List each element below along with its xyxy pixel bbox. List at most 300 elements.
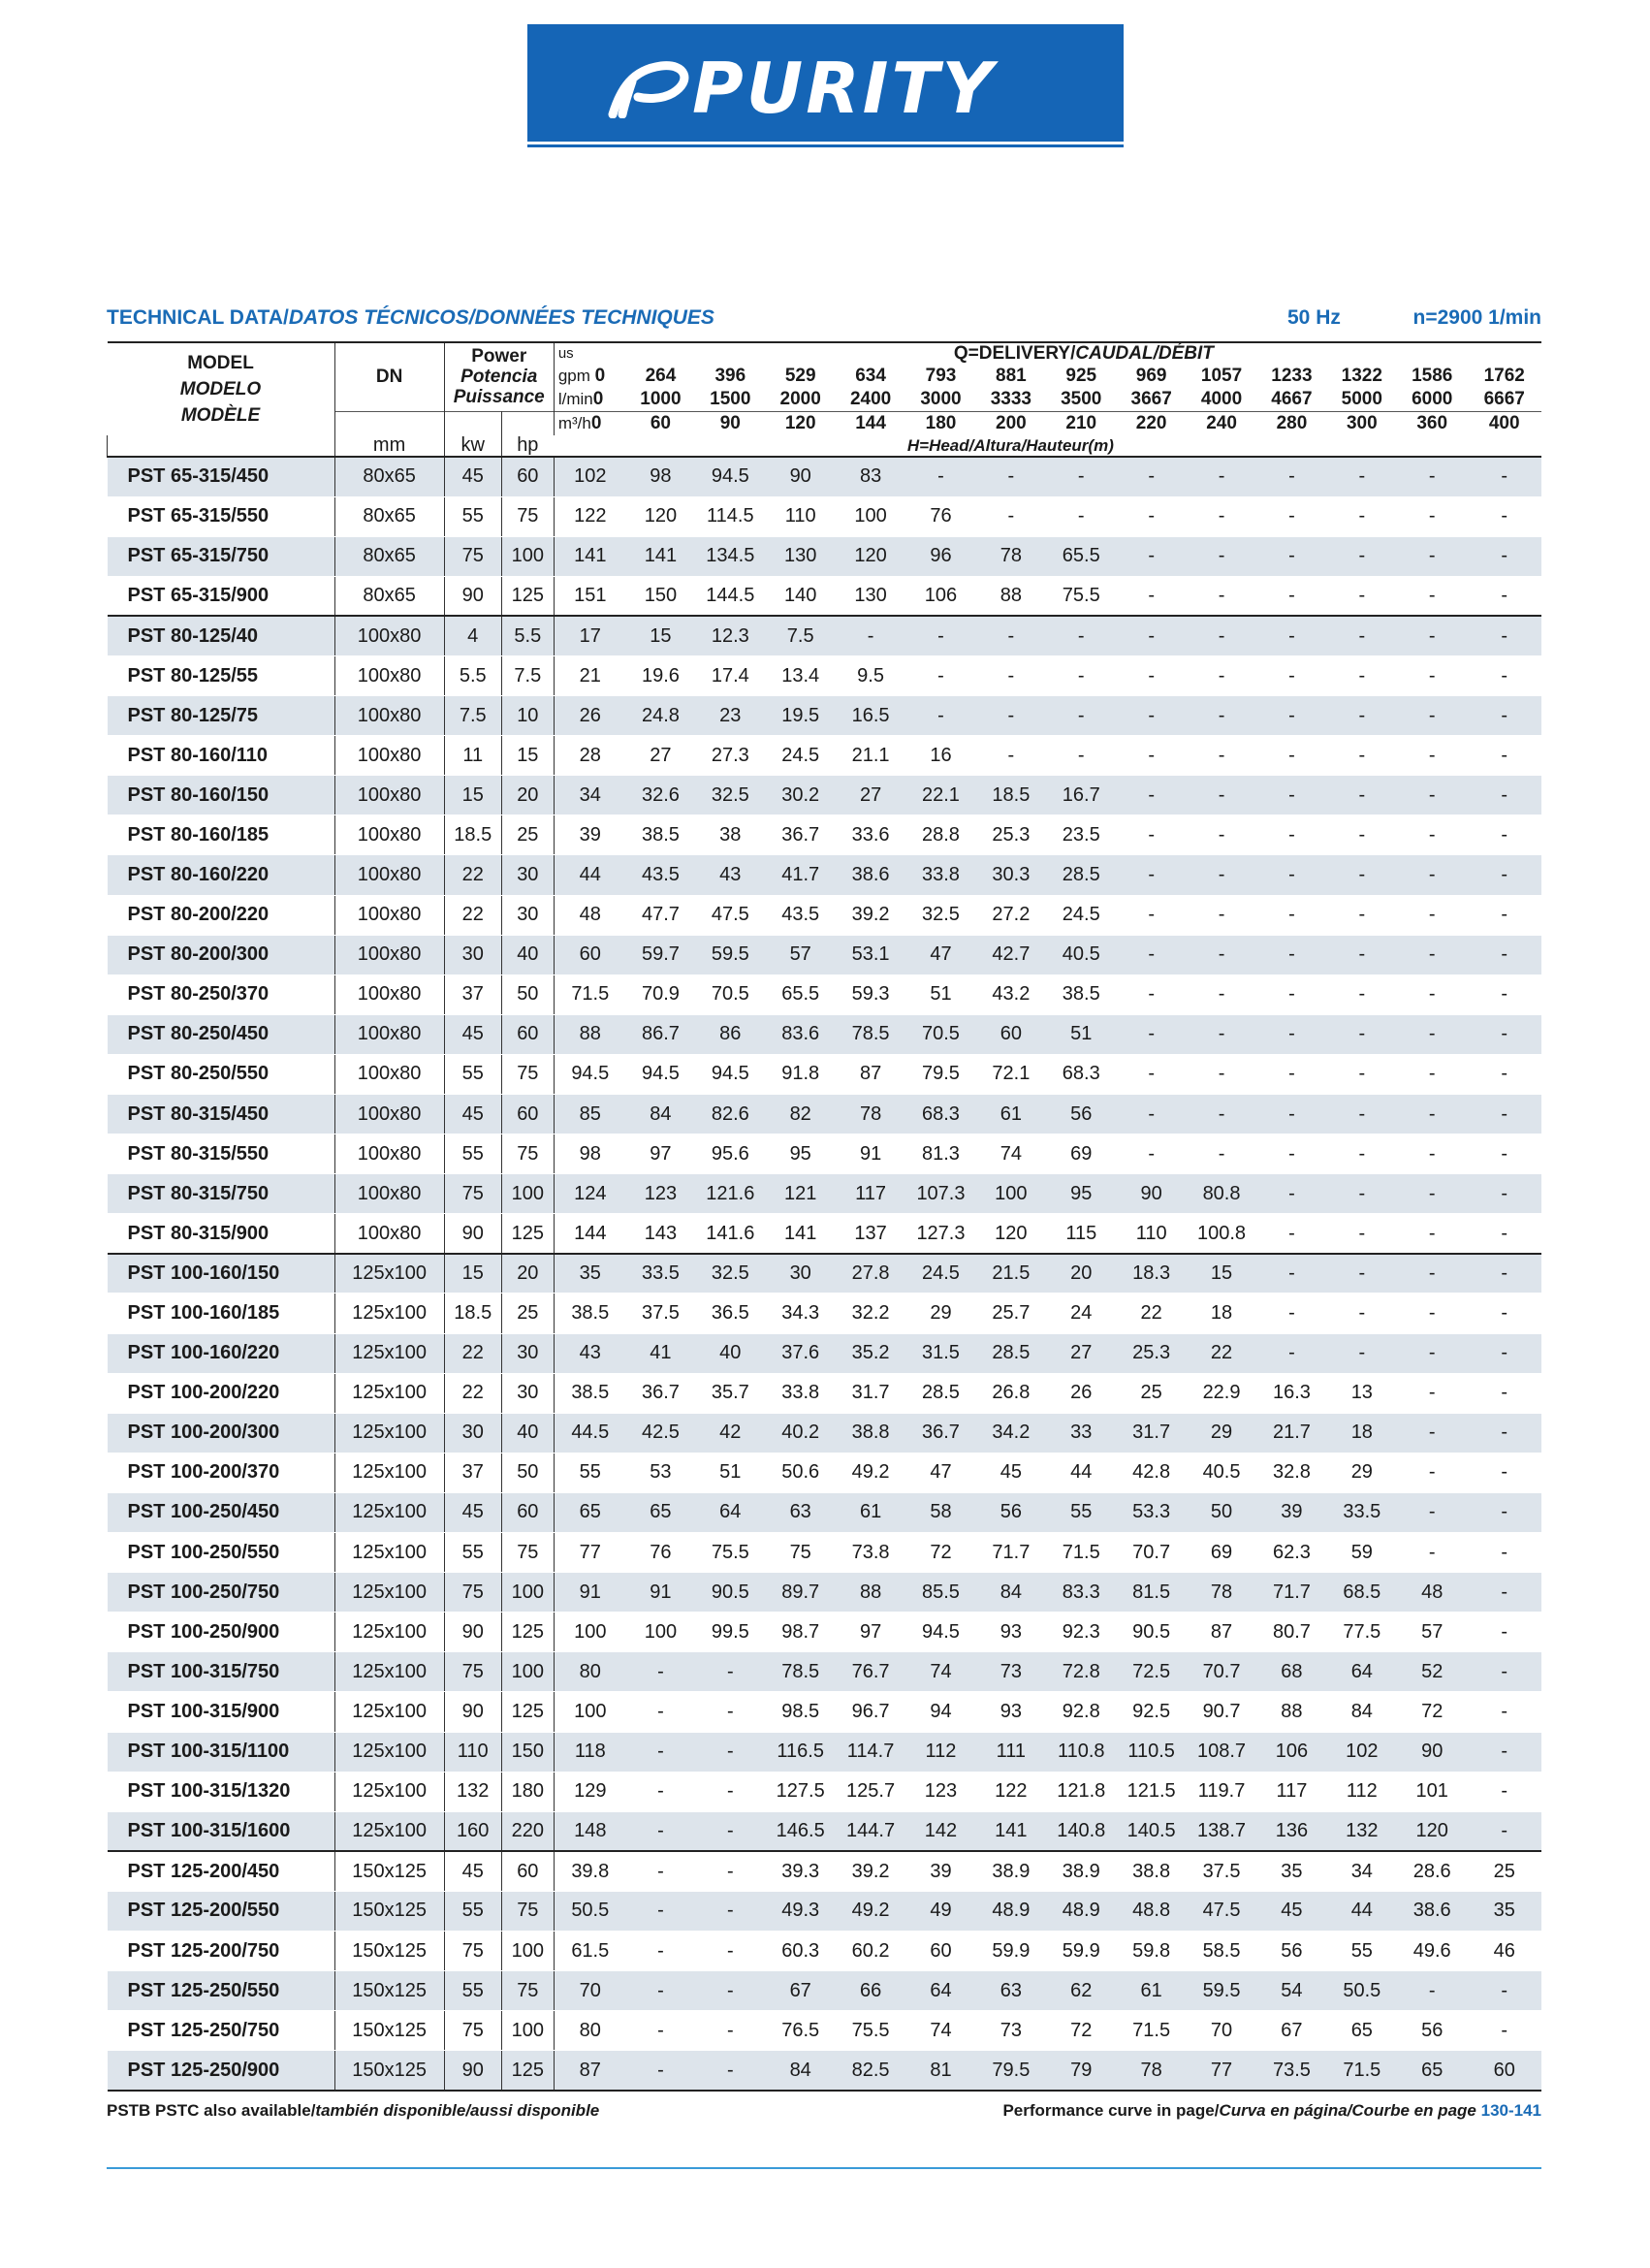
head-cell: 35.2 [836, 1333, 905, 1373]
m3h-value: 400 [1488, 413, 1520, 434]
head-cell: 142 [905, 1811, 975, 1851]
head-cell: 50.6 [766, 1453, 836, 1492]
head-cell: 140.5 [1116, 1811, 1186, 1851]
head-cell: 87 [554, 2051, 625, 2091]
hp-cell: 125 [501, 576, 554, 616]
head-cell: - [1467, 974, 1541, 1014]
head-cell: 51 [1046, 1014, 1116, 1054]
head-cell: 33 [1046, 1413, 1116, 1453]
head-cell: 143 [626, 1214, 695, 1254]
head-cell: 48.9 [976, 1891, 1046, 1931]
head-cell: 37.5 [1187, 1851, 1256, 1891]
head-cell: - [1397, 736, 1467, 776]
head-cell: - [1467, 616, 1541, 655]
head-cell: 75.5 [695, 1533, 765, 1573]
head-cell: 18 [1187, 1294, 1256, 1333]
gpm-zero: 0 [594, 365, 606, 386]
head-cell: 33.8 [766, 1373, 836, 1413]
head-cell: 12.3 [695, 616, 765, 655]
model-cell: PST 65-315/750 [108, 536, 335, 576]
head-cell: - [1397, 1174, 1467, 1214]
head-cell: 88 [976, 576, 1046, 616]
gpm-value: 1322 [1341, 365, 1382, 386]
head-cell: 27.3 [695, 736, 765, 776]
hp-cell: 100 [501, 1174, 554, 1214]
dn-cell: 125x100 [334, 1373, 444, 1413]
head-cell: - [1467, 696, 1541, 736]
head-cell: - [1327, 576, 1397, 616]
table-row [108, 655, 1542, 695]
head-cell: - [1467, 935, 1541, 974]
head-cell: 95 [1046, 1174, 1116, 1214]
head-cell: 39.8 [554, 1851, 625, 1891]
head-cell: 102 [554, 457, 625, 496]
head-cell: 60 [554, 935, 625, 974]
head-cell: 70.7 [1187, 1652, 1256, 1692]
head-cell: 141 [976, 1811, 1046, 1851]
head-cell: - [1327, 736, 1397, 776]
head-cell: 38.6 [1397, 1891, 1467, 1931]
delivery-title-sub: CAUDAL/DÉBIT [1075, 343, 1214, 364]
head-cell: - [1397, 1294, 1467, 1333]
head-cell: - [1256, 1134, 1326, 1174]
table-row [108, 1971, 1542, 2011]
model-cell: PST 80-200/300 [108, 935, 335, 974]
head-cell: 30 [766, 1254, 836, 1294]
head-cell: 73 [976, 2011, 1046, 2051]
hp-cell: 75 [501, 1533, 554, 1573]
hp-cell: 125 [501, 1692, 554, 1732]
head-cell: - [1467, 655, 1541, 695]
head-cell: 52 [1397, 1652, 1467, 1692]
head-cell: 41.7 [766, 855, 836, 895]
head-cell: 100 [976, 1174, 1046, 1214]
head-cell: 32.5 [695, 776, 765, 815]
model-cell: PST 125-200/450 [108, 1851, 335, 1891]
kw-cell: 75 [444, 1573, 501, 1613]
head-cell: - [1467, 1294, 1541, 1333]
head-cell: - [1256, 1214, 1326, 1254]
head-cell: 100 [554, 1692, 625, 1732]
head-cell: 82.6 [695, 1095, 765, 1134]
head-cell: 25 [1467, 1851, 1541, 1891]
kw-cell: 15 [444, 1254, 501, 1294]
head-cell: 122 [976, 1772, 1046, 1811]
head-cell: - [695, 1971, 765, 2011]
gpm-unit [554, 364, 625, 387]
table-row [108, 1254, 1542, 1294]
head-cell: 74 [976, 1134, 1046, 1174]
head-cell: 91 [836, 1134, 905, 1174]
head-cell: 100.8 [1187, 1214, 1256, 1254]
head-cell: 53.1 [836, 935, 905, 974]
head-cell: - [1327, 1214, 1397, 1254]
logo-underline [527, 142, 1124, 150]
gpm-value: 1586 [1412, 365, 1453, 386]
dn-cell: 125x100 [334, 1294, 444, 1333]
table-row [108, 935, 1542, 974]
head-cell: 141.6 [695, 1214, 765, 1254]
table-row [108, 696, 1542, 736]
head-cell: 76.7 [836, 1652, 905, 1692]
head-cell: 88 [836, 1573, 905, 1613]
head-cell: 29 [905, 1294, 975, 1333]
head-cell: - [1467, 1014, 1541, 1054]
m3h-value: 360 [1416, 413, 1448, 434]
kw-cell: 55 [444, 1533, 501, 1573]
head-cell: 130 [836, 576, 905, 616]
kw-cell: 55 [444, 496, 501, 536]
head-cell: - [905, 457, 975, 496]
dn-cell: 125x100 [334, 1254, 444, 1294]
head-cell: 44 [554, 855, 625, 895]
gpm-value: 1233 [1271, 365, 1313, 386]
model-cell: PST 80-125/40 [108, 616, 335, 655]
head-cell: 60.2 [836, 1931, 905, 1970]
head-cell: - [1327, 1174, 1397, 1214]
table-row [108, 2051, 1542, 2091]
head-cell: - [1327, 536, 1397, 576]
table-body [108, 457, 1542, 2091]
head-cell: 130 [766, 536, 836, 576]
head-cell: - [1187, 776, 1256, 815]
hp-cell: 100 [501, 1931, 554, 1970]
lmin-value: 2400 [849, 388, 892, 409]
head-cell: - [1327, 696, 1397, 736]
kw-cell: 55 [444, 1971, 501, 2011]
head-cell: 76.5 [766, 2011, 836, 2051]
head-cell: 60 [905, 1931, 975, 1970]
head-cell: 112 [905, 1732, 975, 1772]
head-cell: 38.8 [1116, 1851, 1186, 1891]
head-cell: - [626, 1931, 695, 1970]
gpm-value: 529 [784, 365, 816, 386]
head-cell: - [1256, 815, 1326, 855]
head-cell: 55 [1327, 1931, 1397, 1970]
head-cell: 28 [554, 736, 625, 776]
head-cell: 13 [1327, 1373, 1397, 1413]
head-cell: 58 [905, 1492, 975, 1532]
head-cell: 94.5 [554, 1054, 625, 1094]
head-cell: 83.6 [766, 1014, 836, 1054]
head-cell: 17.4 [695, 655, 765, 695]
head-cell: - [1116, 696, 1186, 736]
head-cell: 47 [905, 1453, 975, 1492]
head-cell: 117 [836, 1174, 905, 1214]
hp-cell: 100 [501, 1573, 554, 1613]
head-cell: 35 [1467, 1891, 1541, 1931]
head-cell: 22.1 [905, 776, 975, 815]
head-cell: 21.7 [1256, 1413, 1326, 1453]
head-cell: 70.5 [695, 974, 765, 1014]
kw-cell: 45 [444, 1095, 501, 1134]
head-cell: 72 [1046, 2011, 1116, 2051]
model-cell: PST 100-200/300 [108, 1413, 335, 1453]
head-cell: 54 [1256, 1971, 1326, 2011]
kw-cell: 30 [444, 935, 501, 974]
head-cell: - [1397, 1971, 1467, 2011]
head-cell: 146.5 [766, 1811, 836, 1851]
head-cell: 72.5 [1116, 1652, 1186, 1692]
kw-cell: 90 [444, 2051, 501, 2091]
model-cell: PST 80-125/55 [108, 655, 335, 695]
head-cell: - [1327, 496, 1397, 536]
head-cell: 112 [1327, 1772, 1397, 1811]
head-cell: 118 [554, 1732, 625, 1772]
head-cell: 150 [626, 576, 695, 616]
head-cell: 42 [695, 1413, 765, 1453]
head-cell: 56 [1397, 2011, 1467, 2051]
head-cell: - [1467, 815, 1541, 855]
table-row [108, 1533, 1542, 1573]
head-title-spacer [108, 435, 335, 457]
head-cell: 111 [976, 1732, 1046, 1772]
head-cell: 127.5 [766, 1772, 836, 1811]
kw-cell: 90 [444, 1214, 501, 1254]
head-cell: 40.5 [1046, 935, 1116, 974]
table-row [108, 1573, 1542, 1613]
purity-p-mark-icon [603, 60, 692, 118]
table-row [108, 1931, 1542, 1970]
model-cell: PST 80-200/220 [108, 895, 335, 935]
gpm-value: 793 [925, 365, 957, 386]
model-cell: PST 80-160/185 [108, 815, 335, 855]
head-cell: 15 [626, 616, 695, 655]
kw-cell: 75 [444, 536, 501, 576]
head-cell: 40 [695, 1333, 765, 1373]
model-cell: PST 100-160/150 [108, 1254, 335, 1294]
head-cell: 27 [626, 736, 695, 776]
hp-cell: 60 [501, 1014, 554, 1054]
hp-cell: 10 [501, 696, 554, 736]
head-cell: - [1187, 895, 1256, 935]
head-cell: 141 [766, 1214, 836, 1254]
head-cell: - [1467, 1453, 1541, 1492]
head-cell: 15 [1187, 1254, 1256, 1294]
model-cell: PST 125-200/550 [108, 1891, 335, 1931]
head-cell: 79 [1046, 2051, 1116, 2091]
head-cell: - [1397, 1054, 1467, 1094]
head-cell: - [1116, 457, 1186, 496]
head-cell: 76 [626, 1533, 695, 1573]
head-cell: 43 [695, 855, 765, 895]
head-cell: 60 [976, 1014, 1046, 1054]
model-cell: PST 100-315/1320 [108, 1772, 335, 1811]
kw-cell: 18.5 [444, 815, 501, 855]
head-cell: 16.3 [1256, 1373, 1326, 1413]
head-cell: - [1467, 1652, 1541, 1692]
dn-cell: 80x65 [334, 576, 444, 616]
dn-cell: 150x125 [334, 1851, 444, 1891]
head-cell: - [695, 1652, 765, 1692]
head-cell: 73.8 [836, 1533, 905, 1573]
head-cell: 28.5 [976, 1333, 1046, 1373]
head-cell: - [1467, 496, 1541, 536]
head-cell: 107.3 [905, 1174, 975, 1214]
head-cell: - [976, 616, 1046, 655]
kw-cell: 75 [444, 1174, 501, 1214]
kw-cell: 45 [444, 1851, 501, 1891]
head-cell: 84 [626, 1095, 695, 1134]
frequency-label: 50 Hz [1287, 306, 1341, 329]
head-cell: 49.2 [836, 1453, 905, 1492]
table-row [108, 736, 1542, 776]
table-row [108, 1333, 1542, 1373]
head-cell: - [1327, 776, 1397, 815]
m3h-value: 280 [1276, 413, 1308, 434]
head-cell: 53 [626, 1453, 695, 1492]
head-cell: - [1187, 736, 1256, 776]
dn-cell: 100x80 [334, 1174, 444, 1214]
head-cell: 7.5 [766, 616, 836, 655]
head-cell: 61 [1116, 1971, 1186, 2011]
head-cell: 36.7 [905, 1413, 975, 1453]
head-cell: 115 [1046, 1214, 1116, 1254]
head-cell: 21.5 [976, 1254, 1046, 1294]
footer-right-bold: Performance curve in page/ [1002, 2101, 1220, 2120]
head-cell: - [1397, 1333, 1467, 1373]
head-cell: 83.3 [1046, 1573, 1116, 1613]
head-cell: 35 [1256, 1851, 1326, 1891]
head-cell: 89.7 [766, 1573, 836, 1613]
head-cell: 94.5 [695, 1054, 765, 1094]
head-cell: 78 [976, 536, 1046, 576]
dn-cell: 125x100 [334, 1453, 444, 1492]
head-cell: - [1397, 457, 1467, 496]
dn-cell: 150x125 [334, 2011, 444, 2051]
head-cell: 100 [836, 496, 905, 536]
model-cell: PST 100-200/370 [108, 1453, 335, 1492]
head-cell: 47 [905, 935, 975, 974]
head-cell: - [626, 1732, 695, 1772]
head-cell: 57 [1397, 1613, 1467, 1652]
dn-column-header: DN [334, 342, 444, 411]
head-cell: - [1187, 576, 1256, 616]
hp-cell: 5.5 [501, 616, 554, 655]
hp-cell: 75 [501, 1891, 554, 1931]
head-cell: 138.7 [1187, 1811, 1256, 1851]
kw-cell: 45 [444, 1492, 501, 1532]
head-cell: - [1327, 935, 1397, 974]
head-cell: 16.5 [836, 696, 905, 736]
head-cell: 71.7 [1256, 1573, 1326, 1613]
head-cell: 90 [1397, 1732, 1467, 1772]
head-cell: 37.5 [626, 1294, 695, 1333]
head-cell: 38.6 [836, 855, 905, 895]
head-cell: 19.6 [626, 655, 695, 695]
head-cell: 99.5 [695, 1613, 765, 1652]
head-cell: - [1467, 855, 1541, 895]
kw-cell: 55 [444, 1134, 501, 1174]
head-cell: - [1187, 616, 1256, 655]
head-cell: 41 [626, 1333, 695, 1373]
head-cell: 59.5 [695, 935, 765, 974]
head-cell: 43 [554, 1333, 625, 1373]
head-cell: 45 [1256, 1891, 1326, 1931]
head-cell: 38.5 [554, 1294, 625, 1333]
head-cell: 21.1 [836, 736, 905, 776]
table-row [108, 1652, 1542, 1692]
head-cell: 96.7 [836, 1692, 905, 1732]
table-row [108, 536, 1542, 576]
head-cell: - [1187, 1134, 1256, 1174]
head-cell: 65 [626, 1492, 695, 1532]
head-cell: 27.2 [976, 895, 1046, 935]
model-cell: PST 125-250/550 [108, 1971, 335, 2011]
head-cell: - [1327, 1014, 1397, 1054]
head-cell: 90 [1116, 1174, 1186, 1214]
head-cell: - [695, 1692, 765, 1732]
head-cell: 114.5 [695, 496, 765, 536]
head-cell: 16.7 [1046, 776, 1116, 815]
head-cell: - [1397, 1214, 1467, 1254]
head-cell: 72.1 [976, 1054, 1046, 1094]
head-cell: 31.7 [1116, 1413, 1186, 1453]
hp-cell: 75 [501, 1134, 554, 1174]
model-cell: PST 80-315/900 [108, 1214, 335, 1254]
head-cell: 71.5 [1327, 2051, 1397, 2091]
head-cell: 38.5 [1046, 974, 1116, 1014]
head-cell: 72.8 [1046, 1652, 1116, 1692]
table-row [108, 1294, 1542, 1333]
kw-cell: 45 [444, 1014, 501, 1054]
head-cell: - [1467, 2011, 1541, 2051]
head-cell: 141 [554, 536, 625, 576]
head-cell: 38.5 [554, 1373, 625, 1413]
head-cell: - [626, 2051, 695, 2091]
head-cell: 151 [554, 576, 625, 616]
head-cell: 144 [554, 1214, 625, 1254]
head-cell: 24.5 [766, 736, 836, 776]
head-cell: 71.5 [554, 974, 625, 1014]
dn-cell: 125x100 [334, 1573, 444, 1613]
model-cell: PST 80-250/370 [108, 974, 335, 1014]
hp-cell: 25 [501, 1294, 554, 1333]
head-cell: - [1467, 1533, 1541, 1573]
head-cell: 40.5 [1187, 1453, 1256, 1492]
head-cell: 117 [1256, 1772, 1326, 1811]
head-cell: 71.7 [976, 1533, 1046, 1573]
hp-cell: 150 [501, 1732, 554, 1772]
model-cell: PST 65-315/900 [108, 576, 335, 616]
head-cell: 108.7 [1187, 1732, 1256, 1772]
table-row [108, 1134, 1542, 1174]
dn-cell: 125x100 [334, 1333, 444, 1373]
head-cell: 27 [1046, 1333, 1116, 1373]
head-cell: - [1397, 1134, 1467, 1174]
head-cell: 83 [836, 457, 905, 496]
head-cell: 21 [554, 655, 625, 695]
head-cell: 76 [905, 496, 975, 536]
kw-cell: 37 [444, 974, 501, 1014]
head-cell: 63 [976, 1971, 1046, 2011]
head-cell: 114.7 [836, 1732, 905, 1772]
dn-cell: 125x100 [334, 1492, 444, 1532]
dn-cell: 100x80 [334, 1134, 444, 1174]
m3h-value: 180 [925, 413, 957, 434]
gpm-value: 634 [855, 365, 886, 386]
kw-cell: 22 [444, 895, 501, 935]
head-cell: - [1256, 895, 1326, 935]
head-cell: 19.5 [766, 696, 836, 736]
hp-cell: 220 [501, 1811, 554, 1851]
m3h-value: 144 [855, 413, 886, 434]
table-row [108, 1174, 1542, 1214]
head-cell: 24.8 [626, 696, 695, 736]
head-cell: 27.8 [836, 1254, 905, 1294]
head-cell: - [905, 616, 975, 655]
head-cell: 71.5 [1046, 1533, 1116, 1573]
